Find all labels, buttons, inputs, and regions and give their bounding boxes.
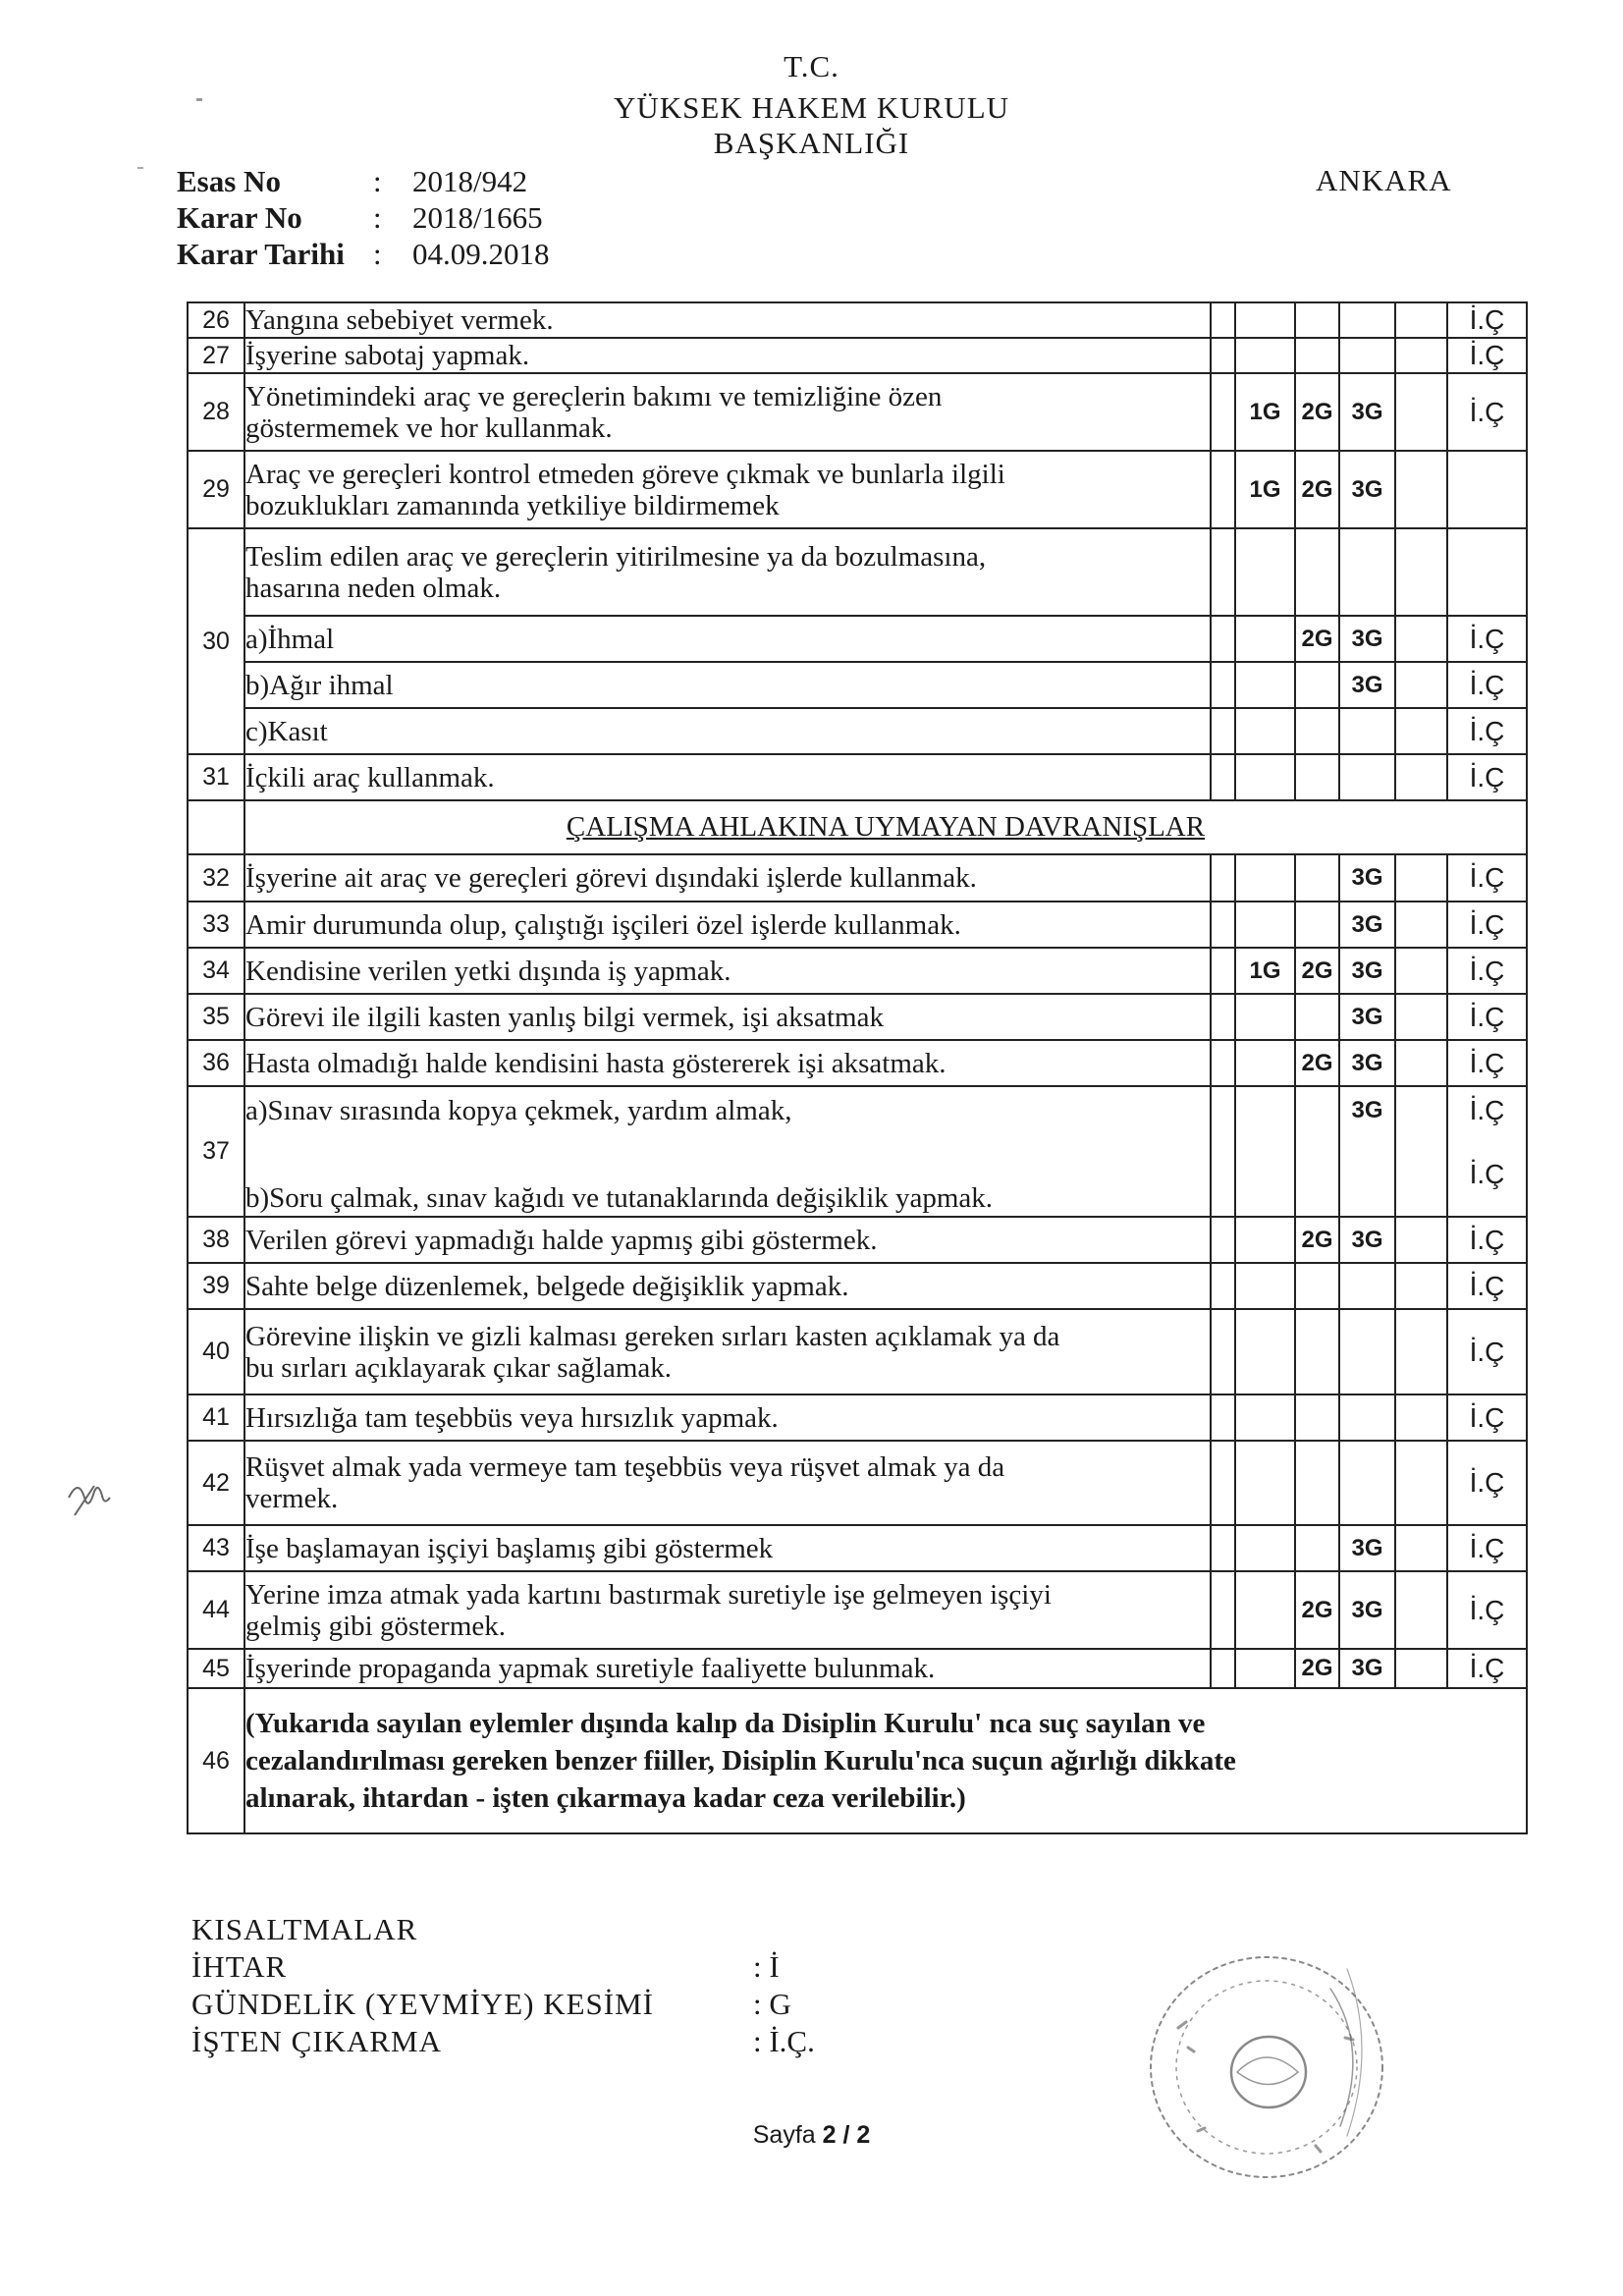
dismissal-cell: İ.Ç: [1447, 373, 1527, 451]
row-description: Yangına sebebiyet vermek.: [244, 302, 1211, 338]
table-row: [188, 1133, 1527, 1217]
row-description: Görevi ile ilgili kasten yanlış bilgi vermek, işi aksatmak: [244, 994, 1211, 1040]
dismissal-cell: İ.Ç: [1447, 1133, 1527, 1217]
table-row: [188, 1263, 1527, 1309]
meta-karar-tarihi: [177, 236, 550, 272]
row-subitem: a)Sınav sırasında kopya çekmek, yardım almak,: [244, 1086, 1211, 1133]
row-description: Araç ve gereçleri kontrol etmeden göreve çıkmak ve bunlarla ilgili bozuklukları zamanında yetkiliye bildirmemek: [244, 451, 1211, 528]
table-row: [188, 754, 1527, 800]
penalty-3g: 3G: [1339, 994, 1395, 1040]
row-subitem: c)Kasıt: [244, 708, 1211, 754]
scan-speck: [196, 98, 202, 101]
penalty-3g: 3G: [1339, 373, 1395, 451]
meta-value: 2018/1665: [412, 200, 543, 235]
penalty-3g: 3G: [1339, 854, 1395, 902]
row-number: 31: [188, 754, 244, 800]
table-row: [188, 338, 1527, 373]
row-number: 42: [188, 1441, 244, 1525]
meta-karar-no: [177, 199, 550, 236]
row-number: 36: [188, 1040, 244, 1086]
meta-label: Esas No: [177, 164, 281, 198]
row-subitem: a)İhmal: [244, 616, 1211, 662]
table-row: [188, 528, 1527, 616]
row-number: 40: [188, 1309, 244, 1394]
abbreviations-title: KISALTMALAR: [191, 1912, 418, 1946]
meta-value: 2018/942: [412, 164, 528, 198]
scan-speck: [137, 167, 143, 169]
section-row: [188, 800, 1527, 854]
row-description: İşyerinde propaganda yapmak suretiyle faaliyette bulunmak.: [244, 1649, 1211, 1688]
penalty-2g: 2G: [1295, 1571, 1339, 1649]
dismissal-cell: İ.Ç: [1447, 1441, 1527, 1525]
dismissal-cell: İ.Ç: [1447, 1263, 1527, 1309]
dismissal-cell: İ.Ç: [1447, 1040, 1527, 1086]
abbreviation-label: İŞTEN ÇIKARMA: [191, 2024, 442, 2058]
penalty-3g: 3G: [1339, 1217, 1395, 1263]
table-row: [188, 1394, 1527, 1441]
table-row: [188, 1525, 1527, 1571]
row-description: Yönetimindeki araç ve gereçlerin bakımı ve temizliğine özen göstermemek ve hor kullanmak.: [244, 373, 1211, 451]
row-number: 38: [188, 1217, 244, 1263]
penalty-2g: 2G: [1295, 1040, 1339, 1086]
meta-colon: :: [373, 200, 382, 235]
penalty-3g: 3G: [1339, 662, 1395, 708]
abbreviation-code: : G: [753, 1987, 791, 2021]
row-number: 45: [188, 1649, 244, 1688]
row-description: İşe başlamayan işçiyi başlamış gibi göstermek: [244, 1525, 1211, 1571]
dismissal-cell: İ.Ç: [1447, 708, 1527, 754]
row-number: 35: [188, 994, 244, 1040]
table-row: [188, 854, 1527, 902]
dismissal-cell: İ.Ç: [1447, 902, 1527, 948]
meta-label: Karar Tarihi: [177, 237, 345, 271]
table-row: [188, 451, 1527, 528]
row-number: 34: [188, 948, 244, 994]
penalty-3g: 3G: [1339, 1040, 1395, 1086]
dismissal-cell: İ.Ç: [1447, 616, 1527, 662]
row-number: 32: [188, 854, 244, 902]
penalty-2g: 2G: [1295, 1217, 1339, 1263]
table-row: [188, 662, 1527, 708]
row-number: 44: [188, 1571, 244, 1649]
row-description: Hasta olmadığı halde kendisini hasta göstererek işi aksatmak.: [244, 1040, 1211, 1086]
case-meta: [177, 163, 550, 272]
abbreviations: [191, 1911, 815, 2060]
row-subitem: b)Soru çalmak, sınav kağıdı ve tutanaklarında değişiklik yapmak.: [244, 1133, 1211, 1217]
dismissal-cell: İ.Ç: [1447, 662, 1527, 708]
penalty-table: [187, 301, 1528, 1834]
dismissal-cell: İ.Ç: [1447, 754, 1527, 800]
dismissal-cell: İ.Ç: [1447, 338, 1527, 373]
penalty-3g: 3G: [1339, 1649, 1395, 1688]
table-row: [188, 948, 1527, 994]
header-institution: YÜKSEK HAKEM KURULU: [613, 90, 1010, 125]
dismissal-cell: İ.Ç: [1447, 302, 1527, 338]
table-row: [188, 373, 1527, 451]
penalty-3g: 3G: [1339, 616, 1395, 662]
meta-colon: :: [373, 237, 382, 271]
official-seal-stamp: [1119, 1930, 1414, 2205]
dismissal-cell: İ.Ç: [1447, 1525, 1527, 1571]
header-city: ANKARA: [1316, 163, 1452, 197]
table-row: [188, 616, 1527, 662]
meta-colon: :: [373, 164, 382, 198]
penalty-1g: 1G: [1235, 451, 1295, 528]
row-number: 41: [188, 1394, 244, 1441]
section-heading: ÇALIŞMA AHLAKINA UYMAYAN DAVRANIŞLAR: [244, 800, 1527, 854]
row-description: İçkili araç kullanmak.: [244, 754, 1211, 800]
penalty-2g: 2G: [1295, 373, 1339, 451]
penalty-3g: 3G: [1339, 1525, 1395, 1571]
initials-mark: [61, 1468, 115, 1532]
meta-value: 04.09.2018: [412, 237, 550, 271]
dismissal-cell: İ.Ç: [1447, 1649, 1527, 1688]
row-subitem: b)Ağır ihmal: [244, 662, 1211, 708]
row-description: İşyerine ait araç ve gereçleri görevi dışındaki işlerde kullanmak.: [244, 854, 1211, 902]
penalty-3g: 3G: [1339, 1571, 1395, 1649]
table-row: [188, 1309, 1527, 1394]
table-row: [188, 1688, 1527, 1833]
row-number: 29: [188, 451, 244, 528]
row-number: 33: [188, 902, 244, 948]
row-number: 26: [188, 302, 244, 338]
row-number: 28: [188, 373, 244, 451]
dismissal-cell: İ.Ç: [1447, 1571, 1527, 1649]
table-row: [188, 994, 1527, 1040]
general-clause: (Yukarıda sayılan eylemler dışında kalıp da Disiplin Kurulu' nca suç sayılan ve cezalandırılması gereken benzer fiiller, Disiplin Kurulu'nca suçun ağırlığı dikkate alınarak, ihtardan - işten çıkarmaya kadar ceza verilebilir.): [244, 1688, 1527, 1833]
dismissal-cell: İ.Ç: [1447, 1086, 1527, 1133]
penalty-3g: 3G: [1339, 948, 1395, 994]
dismissal-cell: İ.Ç: [1447, 1309, 1527, 1394]
row-number: 43: [188, 1525, 244, 1571]
abbreviation-item: [191, 2023, 815, 2060]
table-row: [188, 1040, 1527, 1086]
row-number: 27: [188, 338, 244, 373]
row-number: 30: [188, 528, 244, 754]
table-row: [188, 1217, 1527, 1263]
row-description: Sahte belge düzenlemek, belgede değişiklik yapmak.: [244, 1263, 1211, 1309]
penalty-3g: 3G: [1339, 451, 1395, 528]
penalty-2g: 2G: [1295, 616, 1339, 662]
table-row: [188, 302, 1527, 338]
dismissal-cell: İ.Ç: [1447, 1217, 1527, 1263]
penalty-3g: 3G: [1339, 1086, 1395, 1133]
row-description: Yerine imza atmak yada kartını bastırmak suretiyle işe gelmeyen işçiyi gelmiş gibi göstermek.: [244, 1571, 1211, 1649]
table-row: [188, 1649, 1527, 1688]
abbreviation-label: GÜNDELİK (YEVMİYE) KESİMİ: [191, 1987, 654, 2021]
header-tc: T.C.: [784, 49, 839, 83]
dismissal-cell: İ.Ç: [1447, 1394, 1527, 1441]
row-number: 46: [188, 1688, 244, 1833]
row-description: Rüşvet almak yada vermeye tam teşebbüs veya rüşvet almak ya da vermek.: [244, 1441, 1211, 1525]
row-description: Görevine ilişkin ve gizli kalması gereken sırları kasten açıklamak ya da bu sırları açıklayarak çıkar sağlamak.: [244, 1309, 1211, 1394]
row-description: Hırsızlığa tam teşebbüs veya hırsızlık yapmak.: [244, 1394, 1211, 1441]
abbreviation-item: [191, 1948, 815, 1986]
penalty-2g: 2G: [1295, 948, 1339, 994]
table-row: [188, 708, 1527, 754]
dismissal-cell: İ.Ç: [1447, 994, 1527, 1040]
table-row: [188, 1571, 1527, 1649]
penalty-2g: 2G: [1295, 1649, 1339, 1688]
row-description: Verilen görevi yapmadığı halde yapmış gibi göstermek.: [244, 1217, 1211, 1263]
meta-esas-no: [177, 163, 550, 199]
page-number: Sayfa 2 / 2: [752, 2121, 871, 2149]
row-description: Kendisine verilen yetki dışında iş yapmak.: [244, 948, 1211, 994]
row-description: Amir durumunda olup, çalıştığı işçileri özel işlerde kullanmak.: [244, 902, 1211, 948]
penalty-3g: 3G: [1339, 902, 1395, 948]
header-presidency: BAŞKANLIĞI: [713, 126, 910, 160]
abbreviation-code: : İ: [753, 1949, 780, 1984]
dismissal-cell: İ.Ç: [1447, 854, 1527, 902]
abbreviation-label: İHTAR: [191, 1949, 288, 1984]
dismissal-cell: İ.Ç: [1447, 948, 1527, 994]
row-number: 37: [188, 1086, 244, 1217]
table-row: [188, 1441, 1527, 1525]
penalty-1g: 1G: [1235, 373, 1295, 451]
meta-label: Karar No: [177, 200, 302, 235]
penalty-2g: 2G: [1295, 451, 1339, 528]
row-description: Teslim edilen araç ve gereçlerin yitirilmesine ya da bozulmasına, hasarına neden olmak.: [244, 528, 1211, 616]
table-row: [188, 1086, 1527, 1133]
table-row: [188, 902, 1527, 948]
abbreviation-item: [191, 1986, 815, 2023]
row-description: İşyerine sabotaj yapmak.: [244, 338, 1211, 373]
row-number: 39: [188, 1263, 244, 1309]
abbreviation-code: : İ.Ç.: [753, 2024, 815, 2058]
penalty-1g: 1G: [1235, 948, 1295, 994]
